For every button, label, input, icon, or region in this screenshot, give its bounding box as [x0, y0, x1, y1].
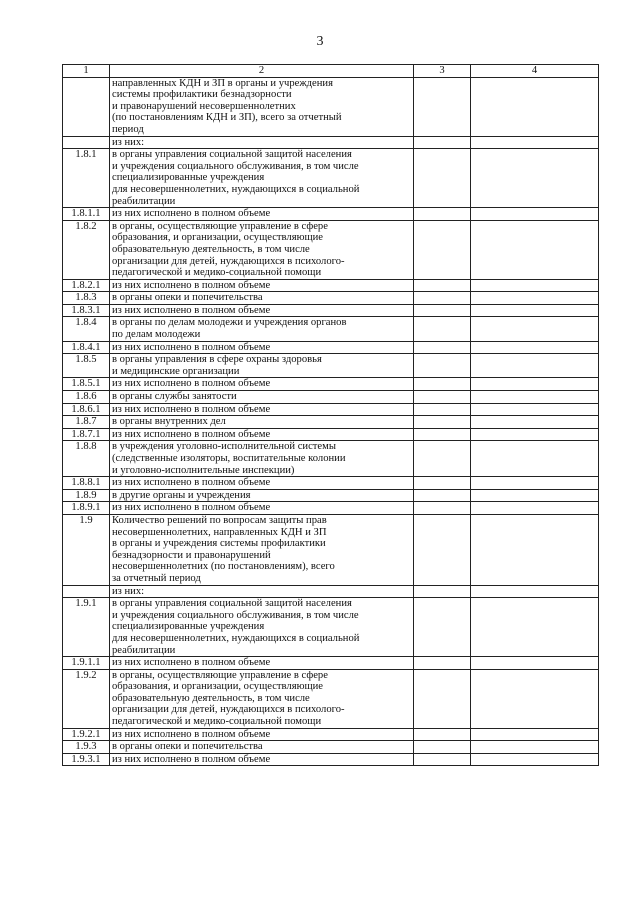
- table-row: [63, 598, 599, 657]
- value-cell-col3: [414, 585, 471, 598]
- value-cell-col3: [414, 304, 471, 317]
- table-row: [63, 292, 599, 305]
- value-cell-col4: [471, 354, 599, 378]
- column-header-2: 2: [110, 65, 414, 78]
- row-number-cell: 1.8.4: [63, 317, 110, 341]
- value-cell-col3: [414, 657, 471, 670]
- table-row: [63, 441, 599, 477]
- value-cell-col3: [414, 416, 471, 429]
- indicator-name-cell: в другие органы и учреждения: [110, 489, 414, 502]
- row-number-cell: 1.8.9.1: [63, 502, 110, 515]
- indicator-name-cell: из них исполнено в полном объеме: [110, 753, 414, 766]
- row-number-cell: 1.8.6: [63, 391, 110, 404]
- indicator-name-cell: из них исполнено в полном объеме: [110, 502, 414, 515]
- value-cell-col3: [414, 514, 471, 585]
- indicator-name-cell: в органы службы занятости: [110, 391, 414, 404]
- table-header-row: [63, 65, 599, 78]
- indicator-name-cell: в органы по делам молодежи и учреждения органов по делам молодежи: [110, 317, 414, 341]
- value-cell-col4: [471, 514, 599, 585]
- table-row: [63, 220, 599, 279]
- table-row: [63, 304, 599, 317]
- indicator-name-cell: в органы управления социальной защитой населения и учреждения социального обслуживания, в том числе специализированные учреждения для несовершеннолетних, нуждающихся в социальной реабилитации: [110, 149, 414, 208]
- indicator-name-cell: из них исполнено в полном объеме: [110, 657, 414, 670]
- statistics-table: [62, 64, 599, 766]
- value-cell-col4: [471, 585, 599, 598]
- table-row: [63, 657, 599, 670]
- value-cell-col4: [471, 728, 599, 741]
- column-header-1: 1: [63, 65, 110, 78]
- table-row: [63, 669, 599, 728]
- indicator-name-cell: из них исполнено в полном объеме: [110, 428, 414, 441]
- value-cell-col4: [471, 598, 599, 657]
- value-cell-col4: [471, 741, 599, 754]
- table-row: [63, 317, 599, 341]
- value-cell-col4: [471, 317, 599, 341]
- value-cell-col3: [414, 220, 471, 279]
- row-number-cell: 1.8.5.1: [63, 378, 110, 391]
- row-number-cell: 1.9.3: [63, 741, 110, 754]
- value-cell-col4: [471, 502, 599, 515]
- table-row: [63, 502, 599, 515]
- value-cell-col3: [414, 354, 471, 378]
- table-row: [63, 378, 599, 391]
- table-row: [63, 514, 599, 585]
- row-number-cell: 1.9: [63, 514, 110, 585]
- value-cell-col4: [471, 403, 599, 416]
- value-cell-col4: [471, 279, 599, 292]
- row-number-cell: 1.9.3.1: [63, 753, 110, 766]
- indicator-name-cell: направленных КДН и ЗП в органы и учреждения системы профилактики безнадзорности и правонарушений несовершеннолетних (по постановлениям КДН и ЗП), всего за отчетный период: [110, 77, 414, 136]
- indicator-name-cell: в органы, осуществляющие управление в сфере образования, и организации, осуществляющие образовательную деятельность, в том числе организации для детей, нуждающихся в психолого- педагогической и медико-социальной помощи: [110, 220, 414, 279]
- row-number-cell: 1.8.3.1: [63, 304, 110, 317]
- table-row: [63, 279, 599, 292]
- value-cell-col3: [414, 149, 471, 208]
- value-cell-col3: [414, 728, 471, 741]
- column-header-3: 3: [414, 65, 471, 78]
- value-cell-col4: [471, 292, 599, 305]
- row-number-cell: 1.8.8: [63, 441, 110, 477]
- value-cell-col4: [471, 378, 599, 391]
- value-cell-col3: [414, 477, 471, 490]
- indicator-name-cell: из них исполнено в полном объеме: [110, 477, 414, 490]
- row-number-cell: 1.9.1: [63, 598, 110, 657]
- page-number: 3: [316, 34, 324, 49]
- value-cell-col3: [414, 136, 471, 149]
- indicator-name-cell: в органы управления в сфере охраны здоровья и медицинские организации: [110, 354, 414, 378]
- row-number-cell: 1.9.1.1: [63, 657, 110, 670]
- value-cell-col4: [471, 77, 599, 136]
- row-number-cell: 1.8.8.1: [63, 477, 110, 490]
- value-cell-col4: [471, 657, 599, 670]
- value-cell-col3: [414, 208, 471, 221]
- table-body: [63, 77, 599, 766]
- table-row: [63, 77, 599, 136]
- indicator-name-cell: из них исполнено в полном объеме: [110, 279, 414, 292]
- row-number-cell: 1.8.3: [63, 292, 110, 305]
- table-row: [63, 416, 599, 429]
- value-cell-col3: [414, 598, 471, 657]
- indicator-name-cell: из них исполнено в полном объеме: [110, 378, 414, 391]
- value-cell-col3: [414, 428, 471, 441]
- row-number-cell: 1.8.4.1: [63, 341, 110, 354]
- row-number-cell: [63, 77, 110, 136]
- row-number-cell: 1.8.5: [63, 354, 110, 378]
- table-row: [63, 208, 599, 221]
- row-number-cell: 1.9.2.1: [63, 728, 110, 741]
- value-cell-col3: [414, 403, 471, 416]
- value-cell-col3: [414, 292, 471, 305]
- value-cell-col4: [471, 669, 599, 728]
- row-number-cell: 1.9.2: [63, 669, 110, 728]
- table-row: [63, 489, 599, 502]
- value-cell-col4: [471, 149, 599, 208]
- indicator-name-cell: из них исполнено в полном объеме: [110, 304, 414, 317]
- table-row: [63, 403, 599, 416]
- row-number-cell: [63, 585, 110, 598]
- value-cell-col3: [414, 317, 471, 341]
- indicator-name-cell: из них исполнено в полном объеме: [110, 728, 414, 741]
- column-header-4: 4: [471, 65, 599, 78]
- value-cell-col3: [414, 378, 471, 391]
- row-number-cell: 1.8.7.1: [63, 428, 110, 441]
- indicator-name-cell: из них:: [110, 136, 414, 149]
- table-row: [63, 477, 599, 490]
- indicator-name-cell: в учреждения уголовно-исполнительной системы (следственные изоляторы, воспитательные колонии и уголовно-исполнительные инспекции): [110, 441, 414, 477]
- indicator-name-cell: в органы, осуществляющие управление в сфере образования, и организации, осуществляющие образовательную деятельность, в том числе организации для детей, нуждающихся в психолого- педагогической и медико-социальной помощи: [110, 669, 414, 728]
- indicator-name-cell: из них исполнено в полном объеме: [110, 341, 414, 354]
- table-row: [63, 741, 599, 754]
- row-number-cell: 1.8.2.1: [63, 279, 110, 292]
- indicator-name-cell: из них исполнено в полном объеме: [110, 208, 414, 221]
- value-cell-col3: [414, 391, 471, 404]
- row-number-cell: 1.8.6.1: [63, 403, 110, 416]
- value-cell-col3: [414, 753, 471, 766]
- table-row: [63, 354, 599, 378]
- row-number-cell: 1.8.7: [63, 416, 110, 429]
- value-cell-col3: [414, 77, 471, 136]
- row-number-cell: 1.8.2: [63, 220, 110, 279]
- indicator-name-cell: в органы внутренних дел: [110, 416, 414, 429]
- value-cell-col4: [471, 208, 599, 221]
- value-cell-col4: [471, 416, 599, 429]
- value-cell-col4: [471, 753, 599, 766]
- indicator-name-cell: в органы опеки и попечительства: [110, 741, 414, 754]
- value-cell-col4: [471, 489, 599, 502]
- value-cell-col4: [471, 477, 599, 490]
- row-number-cell: 1.8.1: [63, 149, 110, 208]
- value-cell-col3: [414, 669, 471, 728]
- value-cell-col4: [471, 428, 599, 441]
- indicator-name-cell: в органы управления социальной защитой населения и учреждения социального обслуживания, в том числе специализированные учреждения для несовершеннолетних, нуждающихся в социальной реабилитации: [110, 598, 414, 657]
- table-row: [63, 585, 599, 598]
- row-number-cell: 1.8.9: [63, 489, 110, 502]
- value-cell-col3: [414, 502, 471, 515]
- indicator-name-cell: Количество решений по вопросам защиты прав несовершеннолетних, направленных КДН и ЗП в органы и учреждения системы профилактики безнадзорности и правонарушений несовершеннолетних (по постановлениям), всего за отчетный период: [110, 514, 414, 585]
- table-row: [63, 391, 599, 404]
- table-row: [63, 428, 599, 441]
- value-cell-col3: [414, 279, 471, 292]
- indicator-name-cell: из них:: [110, 585, 414, 598]
- value-cell-col4: [471, 441, 599, 477]
- table-row: [63, 341, 599, 354]
- value-cell-col3: [414, 741, 471, 754]
- indicator-name-cell: в органы опеки и попечительства: [110, 292, 414, 305]
- row-number-cell: 1.8.1.1: [63, 208, 110, 221]
- table-row: [63, 728, 599, 741]
- value-cell-col4: [471, 220, 599, 279]
- value-cell-col4: [471, 304, 599, 317]
- row-number-cell: [63, 136, 110, 149]
- value-cell-col3: [414, 341, 471, 354]
- value-cell-col3: [414, 441, 471, 477]
- value-cell-col4: [471, 391, 599, 404]
- table-row: [63, 136, 599, 149]
- indicator-name-cell: из них исполнено в полном объеме: [110, 403, 414, 416]
- table-row: [63, 149, 599, 208]
- value-cell-col3: [414, 489, 471, 502]
- table-row: [63, 753, 599, 766]
- value-cell-col4: [471, 136, 599, 149]
- value-cell-col4: [471, 341, 599, 354]
